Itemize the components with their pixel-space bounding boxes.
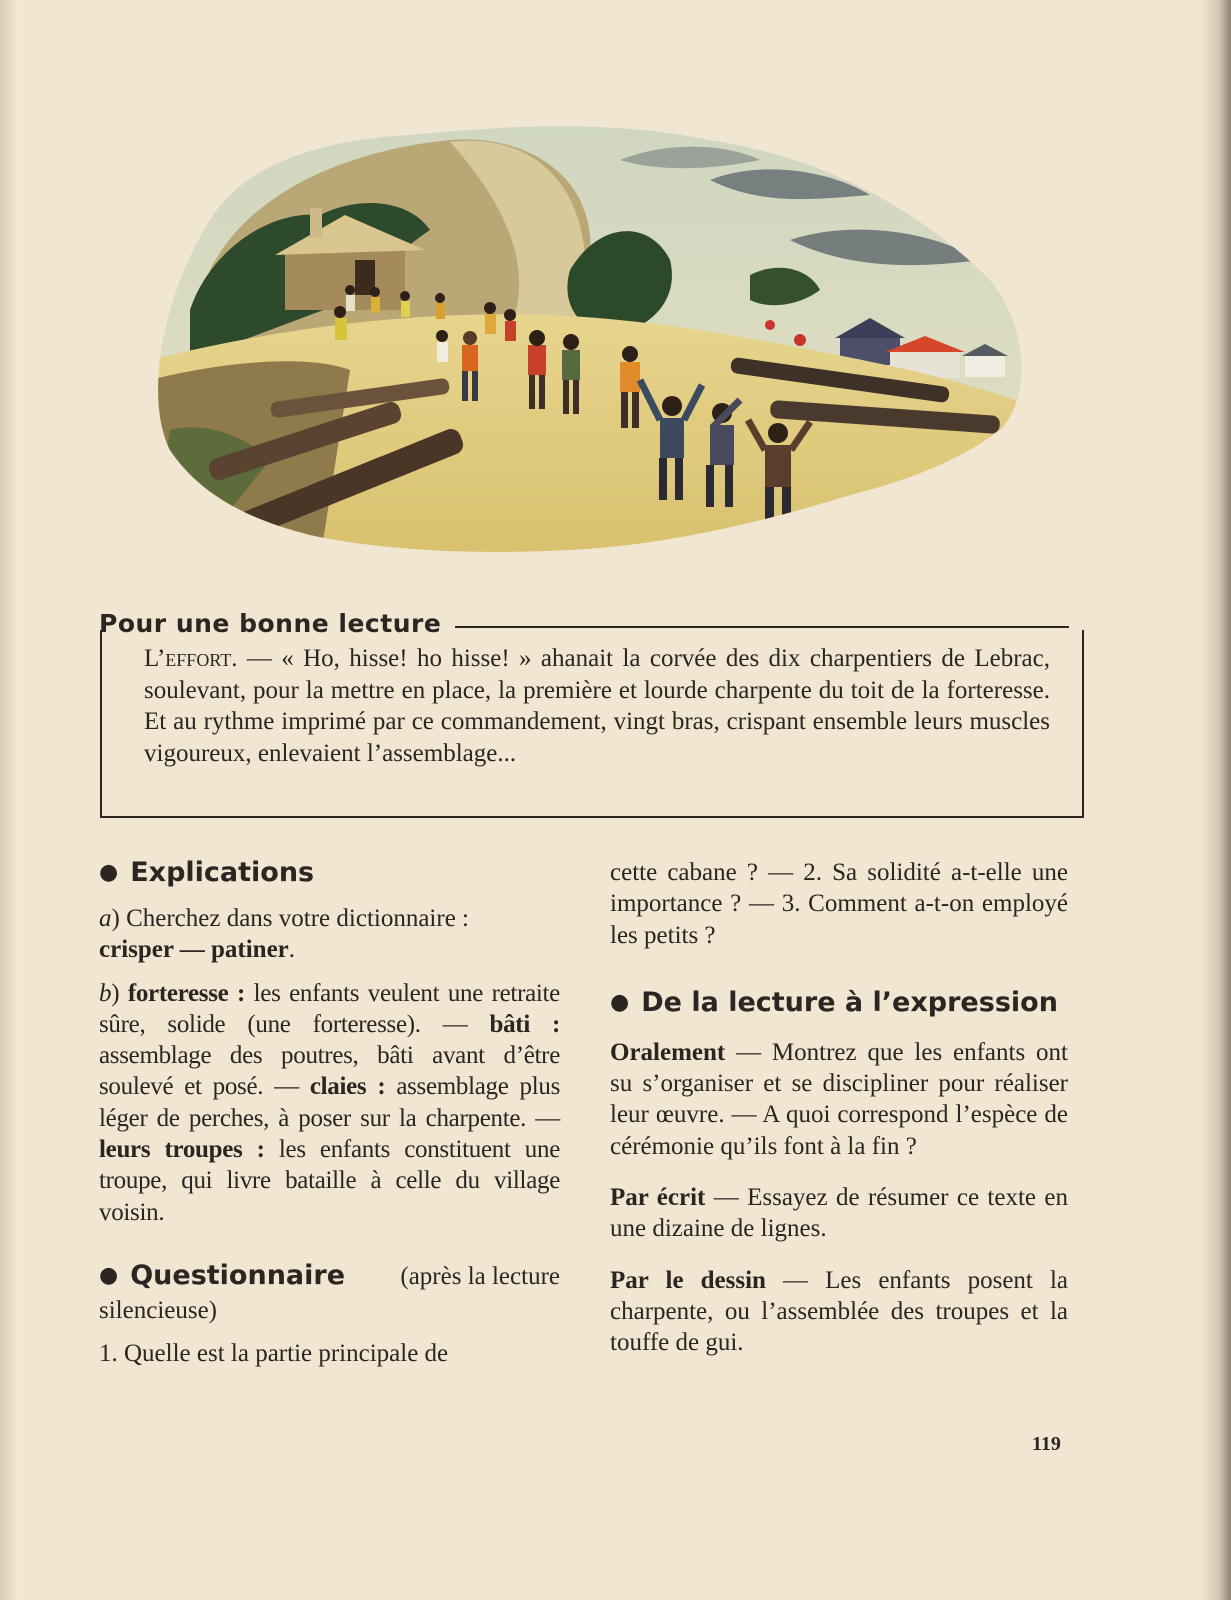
explications-heading <box>99 855 560 891</box>
def-claies: assemblage plus léger de perches, à poser sur la charpente. — <box>99 1073 560 1132</box>
term-troupes: leurs troupes : <box>99 1136 265 1164</box>
questionnaire-continued: cette cabane ? — 2. Sa solidité a-t-elle une importance ? — 3. Comment a-t-on employé les petits ? <box>610 859 1068 949</box>
village-scene-illustration <box>150 100 1040 560</box>
page-binding-edge <box>1201 0 1231 1600</box>
term-bati: bâti : <box>489 1010 561 1038</box>
def-troupes: les enfants constituent une troupe, qui livre bataille à celle du village voisin. <box>99 1136 560 1226</box>
expression-oral <box>610 1037 1068 1162</box>
expression-title: De la lecture à l’expression <box>641 986 1058 1018</box>
questionnaire-heading <box>99 1258 560 1295</box>
header-rule <box>455 626 1069 628</box>
oral-text: — Montrez que les enfants ont su s’organiser et se discipliner pour réaliser leur œuvre. — A quoi correspond l’espèce de cérémonie qu’ils font à la fin ? <box>610 1038 1068 1160</box>
bullet-icon: ● <box>610 989 630 1015</box>
term-forteresse: forteresse : <box>127 979 246 1007</box>
ecrit-text: — Essayez de résumer ce texte en une dizaine de lignes. <box>610 1184 1068 1243</box>
explications-title: Explications <box>130 857 315 888</box>
questionnaire-title: Questionnaire <box>130 1259 346 1291</box>
bullet-icon: ● <box>99 1262 119 1288</box>
questionnaire-subtitle-line1: (après la lecture <box>400 1262 560 1290</box>
oral-label: Oralement <box>610 1038 726 1066</box>
right-column <box>610 855 1068 1359</box>
expression-heading <box>610 985 1068 1021</box>
explication-b: b) forteresse : les enfants veulent une retraite sûre, solide (une forteresse). — bâti : assemblage des poutres, bâti avant d’être soulevé et posé. — claies : assemblage plus léger de perches, à poser sur la charpente. — leurs troupes : les enfants constituent une troupe, qui livre bataille à celle du village voisin. <box>99 979 561 1226</box>
explication-a: a) Cherchez dans votre dictionnaire : crisper — patiner. <box>99 905 469 964</box>
def-bati: assemblage des poutres, bâti avant d’être soulevé et posé. — <box>99 1042 560 1101</box>
bullet-icon: ● <box>99 860 119 885</box>
expression-ecrit <box>610 1182 1068 1245</box>
ecrit-label: Par écrit <box>610 1184 706 1212</box>
excerpt-text: — « Ho, hisse! ho hisse! » ahanait la corvée des dix charpentiers de Lebrac, soulevant, pour la mettre en place, la première et lourde charpente du toit de la forteresse. Et au rythme imprimé par ce commandement, vingt bras, crispant ensemble leurs muscles vigoureux, enlevaient l’assemblage... <box>144 645 1050 767</box>
dessin-text: — Les enfants posent la charpente, ou l’assemblée des troupes et la touffe de gui. <box>610 1266 1069 1357</box>
left-column <box>99 855 560 1370</box>
reading-excerpt <box>144 643 1050 769</box>
item-a-text: ) Cherchez dans votre dictionnaire : <box>111 905 469 932</box>
excerpt-lead: L’effort. <box>144 645 238 672</box>
page-number: 119 <box>1032 1433 1061 1455</box>
dessin-label: Par le dessin <box>610 1266 766 1294</box>
term-claies: claies : <box>309 1073 386 1101</box>
item-a-label: a <box>99 905 112 932</box>
expression-dessin <box>610 1265 1068 1359</box>
def-forteresse: les enfants veulent une retraite sûre, solide (une forteresse). — <box>99 979 560 1038</box>
questionnaire-subtitle-line2: silencieuse) <box>99 1296 218 1324</box>
reading-section-title: Pour une bonne lecture <box>99 608 442 638</box>
question-1-start: 1. Quelle est la partie principale de <box>99 1340 449 1368</box>
item-a-words: crisper — patiner <box>99 936 289 964</box>
item-b-label: b <box>99 979 112 1007</box>
page-left-shadow <box>0 0 18 1600</box>
